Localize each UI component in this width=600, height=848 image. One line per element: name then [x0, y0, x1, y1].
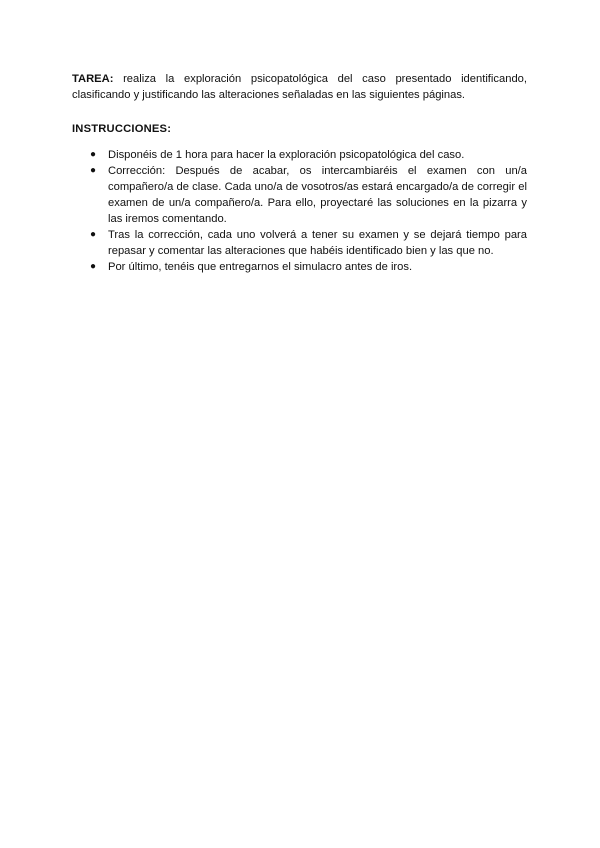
- list-item: [72, 259, 527, 275]
- bullet-icon: ●: [90, 165, 97, 176]
- task-paragraph: [72, 71, 527, 103]
- task-label: TAREA:: [72, 73, 114, 85]
- list-item-text: Corrección: Después de acabar, os intercambiaréis el examen con un/a compañero/a de clase. Cada uno/a de vosotros/as estará encargado/a de corregir el examen de un/a compañero/a. Para ello, proyectaré las soluciones en la pizarra y las iremos comentando.: [108, 165, 527, 225]
- instructions-list: [72, 147, 527, 275]
- bullet-icon: ●: [90, 261, 97, 272]
- list-item: [72, 147, 527, 163]
- list-item-text: Disponéis de 1 hora para hacer la exploración psicopatológica del caso.: [108, 149, 465, 161]
- list-item-text: Por último, tenéis que entregarnos el simulacro antes de iros.: [108, 261, 413, 273]
- bullet-icon: ●: [90, 149, 97, 160]
- list-item: [72, 163, 527, 227]
- document-page: [72, 71, 527, 275]
- instructions-heading: INSTRUCCIONES:: [72, 123, 172, 135]
- task-text: realiza la exploración psicopatológica del caso presentado identificando, clasificando y justificando las alteraciones señaladas en las siguientes páginas.: [72, 73, 527, 101]
- bullet-icon: ●: [90, 229, 97, 240]
- list-item-text: Tras la corrección, cada uno volverá a tener su examen y se dejará tiempo para repasar y comentar las alteraciones que habéis identificado bien y las que no.: [108, 229, 527, 257]
- list-item: [72, 227, 527, 259]
